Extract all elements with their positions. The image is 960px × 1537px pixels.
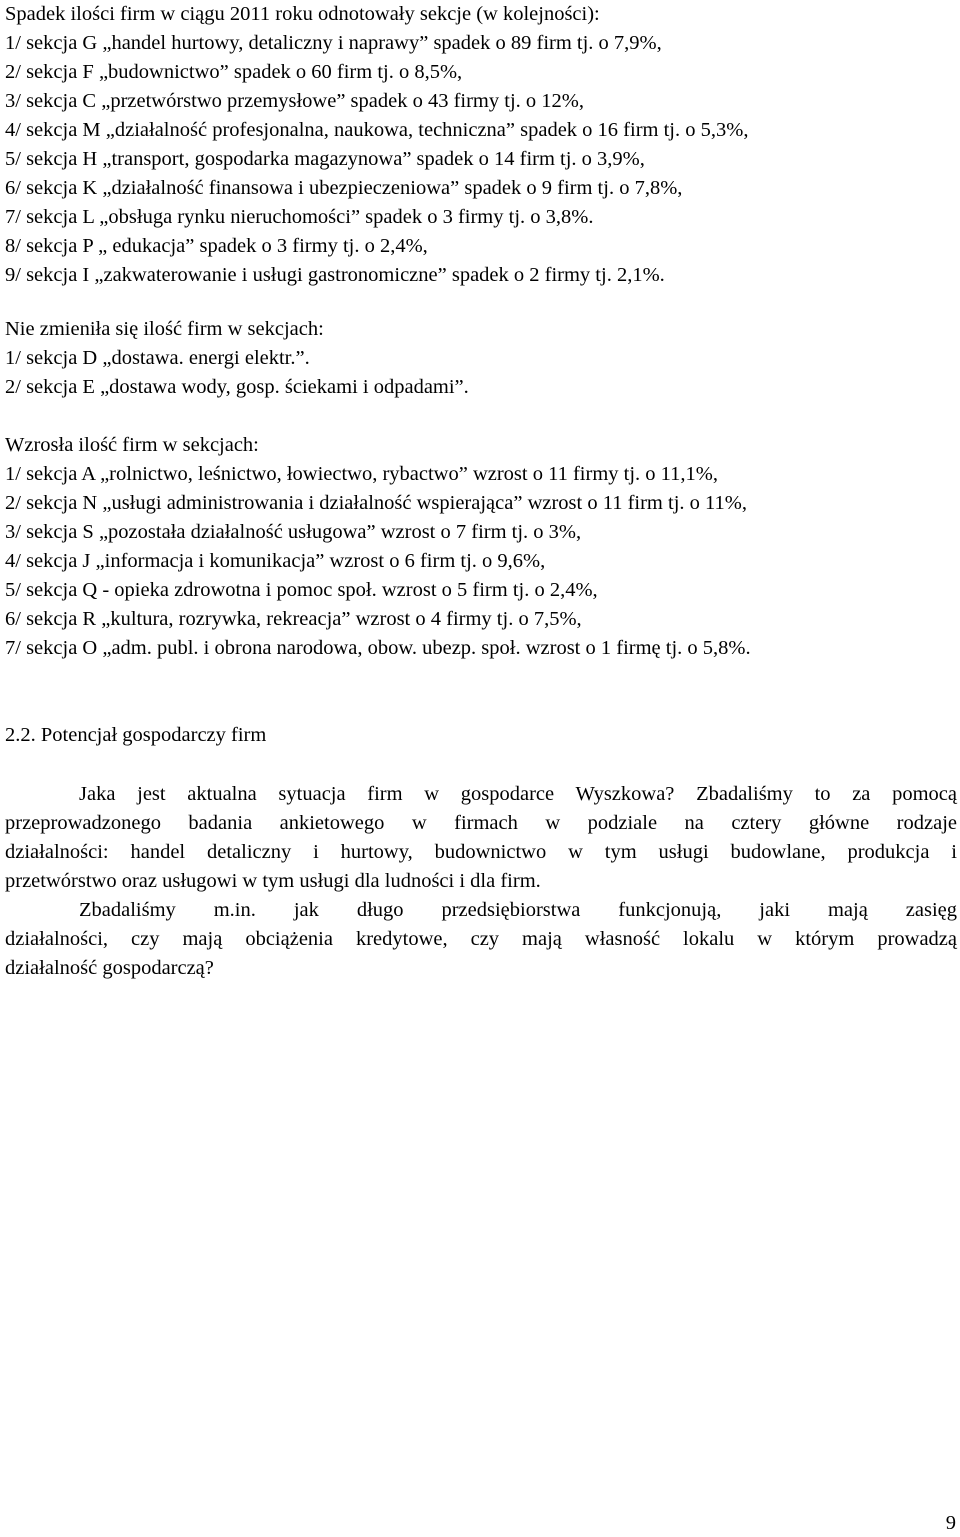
increase-item: 1/ sekcja A „rolnictwo, leśnictwo, łowiectwo, rybactwo” wzrost o 11 firmy tj. o 11,1%,: [5, 463, 718, 485]
decrease-item: 4/ sekcja M „działalność profesjonalna, naukowa, techniczna” spadek o 16 firm tj. o 5,3%,: [5, 119, 749, 141]
unchanged-item: 2/ sekcja E „dostawa wody, gosp. ściekami i odpadami”.: [5, 376, 469, 398]
increase-section: [5, 431, 751, 663]
decrease-item: 2/ sekcja F „budownictwo” spadek o 60 firm tj. o 8,5%,: [5, 61, 463, 83]
increase-item: 3/ sekcja S „pozostała działalność usługowa” wzrost o 7 firm tj. o 3%,: [5, 521, 582, 543]
decrease-item: 5/ sekcja H „transport, gospodarka magazynowa” spadek o 14 firm tj. o 3,9%,: [5, 148, 645, 170]
unchanged-section: [5, 315, 469, 402]
paragraph-line: Jaka jest aktualna sytuacja firm w gospodarce Wyszkowa? Zbadaliśmy to za pomocą: [79, 783, 957, 805]
decrease-item: 8/ sekcja P „ edukacja” spadek o 3 firmy tj. o 2,4%,: [5, 235, 428, 257]
increase-item: 4/ sekcja J „informacja i komunikacja” wzrost o 6 firm tj. o 9,6%,: [5, 550, 546, 572]
unchanged-heading: Nie zmieniła się ilość firm w sekcjach:: [5, 318, 324, 340]
increase-item: 6/ sekcja R „kultura, rozrywka, rekreacja” wzrost o 4 firmy tj. o 7,5%,: [5, 608, 582, 630]
decrease-heading: Spadek ilości firm w ciągu 2011 roku odnotowały sekcje (w kolejności):: [5, 3, 600, 25]
paragraph-line: działalności, czy mają obciążenia kredytowe, czy mają własność lokalu w którym prowadzą: [5, 928, 957, 950]
paragraph-line: działalność gospodarczą?: [5, 957, 214, 979]
unchanged-item: 1/ sekcja D „dostawa. energi elektr.”.: [5, 347, 310, 369]
paragraph-line: działalności: handel detaliczny i hurtowy, budownictwo w tym usługi budowlane, produkcja i: [5, 841, 957, 863]
page-number: 9: [945, 1512, 956, 1534]
decrease-section: [5, 0, 748, 290]
decrease-item: 9/ sekcja I „zakwaterowanie i usługi gastronomiczne” spadek o 2 firmy tj. 2,1%.: [5, 264, 665, 286]
section-2-2-body: [5, 780, 957, 983]
decrease-item: 3/ sekcja C „przetwórstwo przemysłowe” spadek o 43 firmy tj. o 12%,: [5, 90, 584, 112]
decrease-item: 6/ sekcja K „działalność finansowa i ubezpieczeniowa” spadek o 9 firm tj. o 7,8%,: [5, 177, 683, 199]
increase-item: 5/ sekcja Q - opieka zdrowotna i pomoc społ. wzrost o 5 firm tj. o 2,4%,: [5, 579, 598, 601]
decrease-item: 7/ sekcja L „obsługa rynku nieruchomości” spadek o 3 firmy tj. o 3,8%.: [5, 206, 594, 228]
paragraph-line: przetwórstwo oraz usługowi w tym usługi dla ludności i dla firm.: [5, 870, 541, 892]
paragraph-line: przeprowadzonego badania ankietowego w firmach w podziale na cztery główne rodzaje: [5, 812, 957, 834]
increase-heading: Wzrosła ilość firm w sekcjach:: [5, 434, 259, 456]
paragraph-line: Zbadaliśmy m.in. jak długo przedsiębiorstwa funkcjonują, jaki mają zasięg: [79, 899, 957, 921]
increase-item: 2/ sekcja N „usługi administrowania i działalność wspierająca” wzrost o 11 firm tj. o 11%,: [5, 492, 747, 514]
section-2-2-heading: 2.2. Potencjał gospodarczy firm: [5, 724, 267, 746]
decrease-item: 1/ sekcja G „handel hurtowy, detaliczny i naprawy” spadek o 89 firm tj. o 7,9%,: [5, 32, 662, 54]
increase-item: 7/ sekcja O „adm. publ. i obrona narodowa, obow. ubezp. społ. wzrost o 1 firmę tj. o 5,8%.: [5, 637, 751, 659]
